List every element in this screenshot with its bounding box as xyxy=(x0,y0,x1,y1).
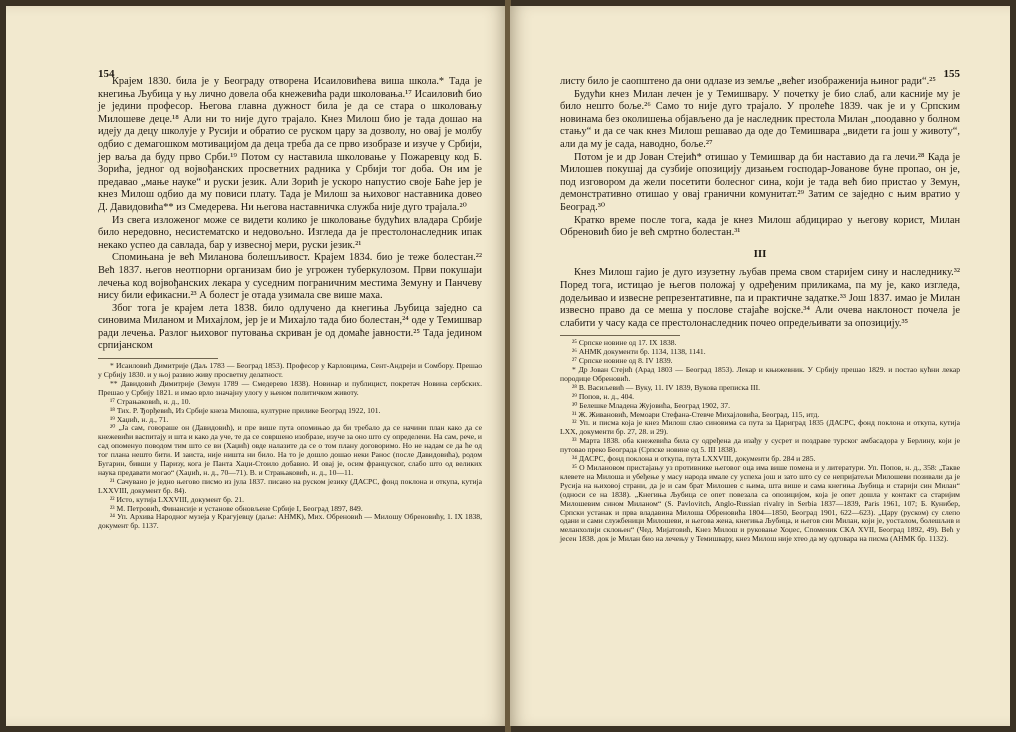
footnote: ²⁸ В. Васиљевић — Вуку, 11. IV 1839, Вукова преписка III. xyxy=(572,382,760,392)
footnote: ²¹ Сачувано је једно његово писмо из јула 1837. писано на руском језику (ДАСРС, фонд поклона и откупа, кутија LXXVIII, документ бр. 84). xyxy=(98,476,482,495)
left-footnotes xyxy=(98,362,482,531)
left-page xyxy=(6,6,506,726)
footnote: ²⁷ Српске новине од 8. IV 1839. xyxy=(572,356,673,366)
footnote: ³³ Марта 1838. оба кнежевића била су одређена да изађу у сусрет и поздраве турског амбасадора у Берлину, који је путовао преко Београда (Српске новине од 5. III 1838). xyxy=(560,436,960,455)
footnote: ²⁶ АНМК документи бр. 1134, 1138, 1141. xyxy=(572,347,706,357)
page-number-left: 154 xyxy=(98,68,115,80)
footnote: ** Давидовић Димитрије (Земун 1789 — Смедерево 1838). Новинар и публицист, покретач Новина сербских. Прешао у Србију 1821. и имао врло значајну улогу у њеном политичком животу. xyxy=(98,378,482,397)
section-heading: III xyxy=(753,247,767,260)
footnote: ¹⁹ Хаџић, н. д., 71. xyxy=(110,414,169,424)
right-body-text xyxy=(560,76,960,330)
footnote: ³⁰ Белешке Младена Жујовића, Београд 1902, 37. xyxy=(572,400,731,410)
page-number-right: 155 xyxy=(943,68,960,80)
paragraph: Због тога је крајем лета 1838. било одлучено да кнегиња Љубица заједно са синовима Миланом и Михајлом, јер је и Михајло тада био болестан,²⁴ оде у Темишвар ради лечења. Разлог њиховог путовања скриван је од домаће јавности.²⁵ Тада једином српијанском xyxy=(98,302,482,352)
footnote-rule xyxy=(98,358,218,359)
paragraph: Кратко време после тога, када је кнез Милош абдицирао у његову корист, Милан Обреновић био је већ смртно болестан.³¹ xyxy=(560,214,960,239)
footnote: ³⁴ ДАСРС, фонд поклона и откупа, пута LXXVIII, документи бр. 284 и 285. xyxy=(572,454,816,464)
paragraph: Потом је и др Јован Стејић* отишао у Темишвар да би наставио да га лечи.²⁸ Када је Милошев покушај да сузбије опозицију дизањем господар-Јованове буне пропао, он је, под изговором да жели посетити болесног сина, који је тада већ био пристао у Земун, демонстративно отишао у овај гранични комунитат.²⁹ Затим се заједно с њим вратио у Београд.³⁰ xyxy=(560,151,960,213)
footnote: ³² Уп. и писма која је кнез Милош слао синовима са пута за Цариград 1835 (ДАСРС, фонд поклона и откупа, кутија LXX, документи бр. 27, 28. и 29). xyxy=(560,418,960,437)
paragraph: Из свега изложеног може се видети колико је школовање будућих владара Србије било нередовно, несистематско и недовољно. Изгледа да је престолонаследник ипак некако успео да савлада, бар у извесној мери, руски језик.²¹ xyxy=(98,214,482,251)
footnote: ²⁴ Уп. Архива Народног музеја у Крагујевцу (даље: АНМК), Мих. Обреновић — Милошу Обреновићу, 1. IX 1838, документ бр. 1137. xyxy=(98,512,482,531)
footnote: ¹⁸ Тих. Р. Ђорђевић, Из Србије кнеза Милоша, културне прилике Београд 1922, 101. xyxy=(110,405,381,415)
footnote: * Исаиловић Димитрије (Даљ 1783 — Београд 1853). Професор у Карловцима, Сент-Андреји и Сомбору. Прешао у Србију 1830. и у њој развио живу просветну делатност. xyxy=(98,361,482,379)
footnote: ²⁹ Попов, н. д., 404. xyxy=(572,391,635,401)
paragraph: Будући кнез Милан лечен је у Темишвару. У почетку је био слаб, али касније му је било нешто боље.²⁶ Само то није дуго трајало. У пролеће 1839. чак је и у Српским новинама без околишења објављено да је наследник престола Милан „поодавно у болном стању“ и да се чак кнез Милош решавао да оде до Темишвара „видети га још у животу“, али да му је сада, наводно, боље.²⁷ xyxy=(560,88,960,150)
paragraph: листу било је саопштено да они одлазе из земље „већег изображенија њиног ради“.²⁵ xyxy=(560,76,936,87)
footnote: ³⁵ О Милановом пристајању уз противнике његовог оца има више помена и у литератури. Уп. Попов, н. д., 358: „Такве клевете на Милоша и убеђење у масу народа имале су успеха још и зато што су се непријатељи Милошеви позивали да је Русија на њиховој страни, да је и сам брат Милошев с њима, шта више и сама кнегиња Љубица и старији син Милан“ (односи се на 1838). „Кнегиња Љубица се опет повезала са опозицијом, која је опет дошла у контакт са старијим Милошевим сином Миланом“ (S. Pavlovitch, Anglo-Russian rivalry in Serbia 1837—1839, Paris 1961, 107; Б. Кунибер, Српски устанак и прва владавина Милоша Обреновића 1804—1850, Београд 1901, 622—623). „Цару (руском) су слепо одани и сами службеници Милошеви, и његова жена, кнегиња Љубица, и његов син Милан, који је, уосталом, болешљив и меланхолији склоњен“ (Чед. Мијатовић, Кнез Милош и руковање Хоџес, Споменик СКА XVII, Београд 1892, 49). Већ у јесен 1838. док је Милан био на лечењу у Темишвару, кнез Милош није хтео да му одговара на писма (АНМК бр. 1132). xyxy=(560,462,960,544)
right-page xyxy=(510,6,1010,726)
paragraph: Крајем 1830. била је у Београду отворена Исаиловићева виша школа.* Тада је кнегиња Љубица у њу лично довела оба кнежевића ради школовања.¹⁷ Исаиловић био је једини професор. Његова главна дужност била је да се стара о школовању Милошеве деце.¹⁸ Али ни то није дуго трајало. Кнез Милош био је тада дошао на идеју да децу школује у Русији и обратио се руском цару за дозволу, но овај је молбу одбио с демагошком мотивацијом да деца треба да се прво изобразе и изуче у Србији, јер ваља да буду прво Срби.¹⁹ Потом су наставила школовање у Пожаревцу код Б. Зорића, једног од војвођанских просветних радника у Србији тог доба. Он им је предавао „мање науке“ и руски језик. Али Зорић је ускоро напустио своје Баће јер је кнез Милош одбио да му повиси плату. Тада је Милош за њиховог наставника довео Д. Давидовића** из Смедерева. Ни његова наставничка служба није дуго трајала.²⁰ xyxy=(98,76,482,213)
left-body-text xyxy=(98,76,482,353)
footnote: ³¹ Ж. Живановић, Мемоари Стефана-Стевче Михајловића, Београд, 115, итд. xyxy=(572,409,820,419)
footnote: ²⁰ „Ја сам, говораше он (Давидовић), и пре више пута опомињао да би требало да се начини план како да се кнежевићи васпитају и шта и како да уче, те да се совршено изобразе, изуче за оно што су определени. На сам, рече, и сад опоменуо поводом тим што се ви (Хаџић) овде налазите да се о том плану договоримо. Но не надам се да ће од тог плана нешто бити. И заиста, није ништа ни било. На то је дошло дошао неки Ранос (после Давидовића), родом Бугарин, бивши у Паризу, кога је Панта Хаџи-Стоило добавио. И овај је, осим француског, слабо што од великих наука предавати могао“ (Хаџић, н. д., 70—71). В. и Страњаковић, н. д., 10—11. xyxy=(98,423,482,477)
paragraph: Кнез Милош гајио је дуго изузетну љубав према свом старијем сину и наследнику.³² Поред тога, истицао је његов положај у одређеним приликама, па му је, како изгледа, додељивао и извесне репрезентативне, па и практичне задатке.³³ Још 1837. имао је Милан извесно право да се меша у послове стајаће војске.³⁴ Али очева наклоност почела је слабити у часу када се престолонаследник почео опредељивати за опозицију.³⁵ xyxy=(560,267,960,329)
footnote: ¹⁷ Страњаковић, н. д., 10. xyxy=(110,396,191,406)
right-footnotes xyxy=(560,339,960,544)
footnote: ²² Исто, кутија LXXVIII, документ бр. 21. xyxy=(110,494,245,504)
paragraph: Спомињана је већ Миланова болешљивост. Крајем 1834. био је теже болестан.²² Већ 1837. његов неотпорни организам био је угрожен туберкулозом. Први покушаји лечења код војвођанских лекара у суседним пограничним местима Земуну и Панчеву нису били ефикасни.²³ А болест је отада узимала све више маха. xyxy=(98,252,482,302)
footnote: ²³ М. Петровић, Финансије и установе обновљене Србије I, Београд 1897, 849. xyxy=(110,503,363,513)
footnote-rule xyxy=(560,335,680,336)
footnote: * Др Јован Стејић (Арад 1803 — Београд 1853). Лекар и књижевник. У Србију прешао 1829. и постао кућни лекар породице Обреновић. xyxy=(560,365,960,383)
footnote: ²⁵ Српске новине од 17. IX 1838. xyxy=(572,338,677,348)
